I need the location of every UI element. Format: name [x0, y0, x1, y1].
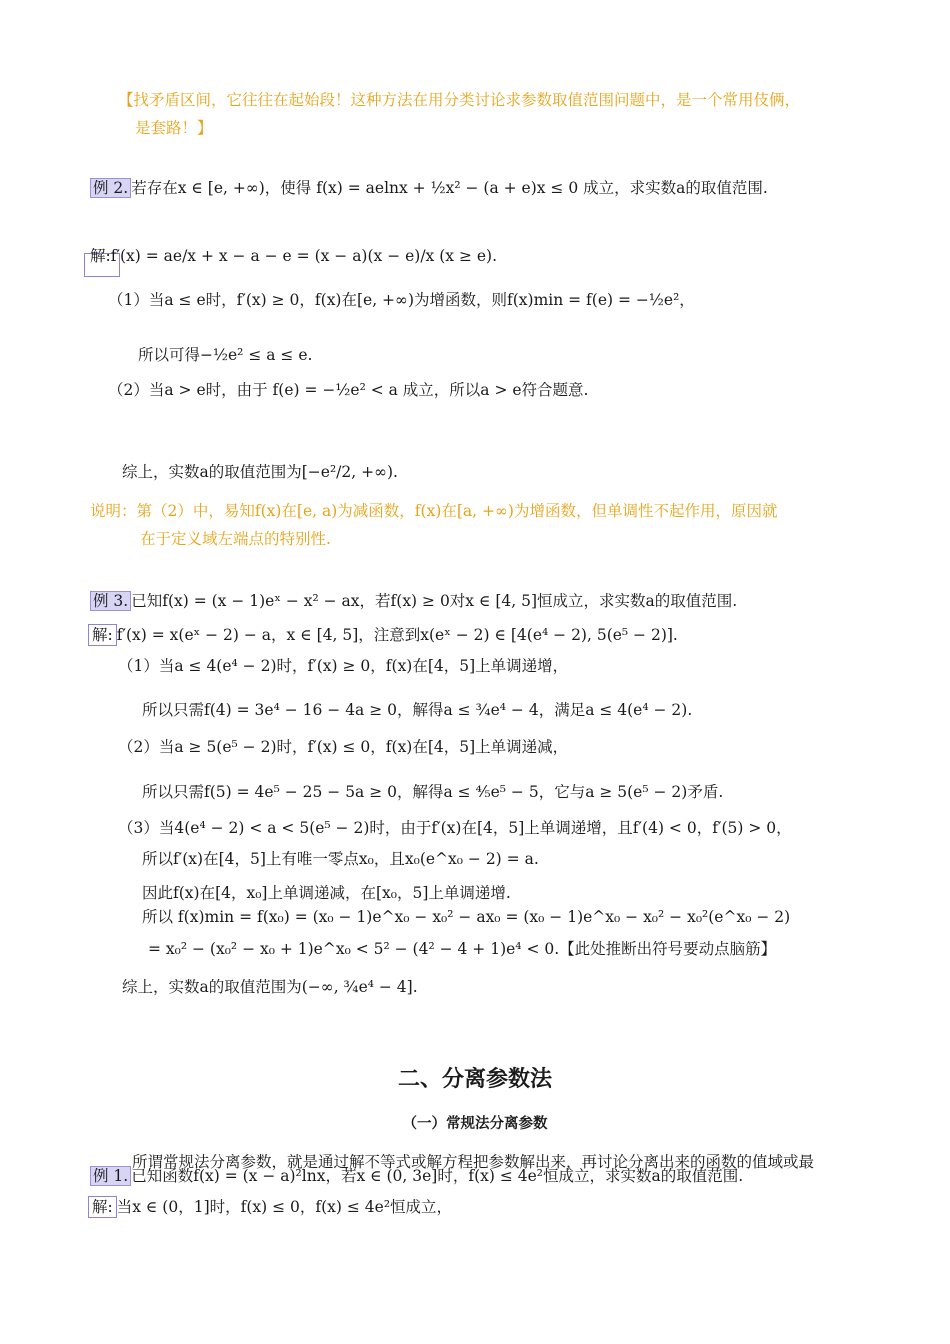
- section-subtitle: （一）常规法分离参数: [402, 1116, 548, 1132]
- example-2-label[interactable]: 例 2.: [90, 178, 131, 198]
- example-3-case-3: （3）当4(e⁴ − 2) < a < 5(e⁵ − 2)时，由于f′(x)在[4，5]上单调递增，且f′(4) < 0，f′(5) > 0，: [118, 819, 792, 837]
- example-1-label[interactable]: 例 1.: [90, 1166, 131, 1186]
- example-2-question-text: 若存在x ∈ [e, +∞)，使得 f(x) = aelnx + ½x² − (a + e)x ≤ 0 成立，求实数a的取值范围.: [131, 179, 768, 197]
- example-1-solution-text: 当x ∈ (0，1]时，f(x) ≤ 0，f(x) ≤ 4e²恒成立，: [116, 1198, 453, 1216]
- example-3-case-3-line-5: = x₀² − (x₀² − x₀ + 1)e^x₀ < 5² − (4² − 4 + 1)e⁴ < 0.【此处推断出符号要动点脑筋】: [148, 940, 777, 958]
- example-3-case-1: （1）当a ≤ 4(e⁴ − 2)时，f′(x) ≥ 0，f(x)在[4，5]上单调递增，: [118, 657, 569, 675]
- example-1-question-text: 已知函数f(x) = (x − a)²lnx，若x ∈ (0, 3e]时，f(x) ≤ 4e²恒成立，求实数a的取值范围.: [131, 1167, 744, 1185]
- example-1-solution-label[interactable]: 解:: [88, 1196, 117, 1218]
- example-3-case-3-line-3: 因此f(x)在[4，x₀]上单调递减，在[x₀，5]上单调递增.: [142, 884, 511, 902]
- section-intro: 所谓常规法分离参数，就是通过解不等式或解方程把参数解出来，再讨论分离出来的函数的值域或最: [132, 1153, 815, 1171]
- example-3-summary: 综上，实数a的取值范围为(−∞, ¾e⁴ − 4].: [122, 978, 418, 996]
- example-2-note-line-1: 说明：第（2）中，易知f(x)在[e, a)为减函数，f(x)在[a, +∞)为增函数，但单调性不起作用，原因就: [90, 502, 778, 520]
- example-1-solution: [88, 1196, 452, 1218]
- example-3-case-3-line-4: 所以 f(x)min = f(x₀) = (x₀ − 1)e^x₀ − x₀² − ax₀ = (x₀ − 1)e^x₀ − x₀² − x₀²(e^x₀ − 2): [142, 908, 791, 926]
- example-2-solution-text: f′(x) = ae/x + x − a − e = (x − a)(x − e)/x (x ≥ e).: [110, 247, 498, 265]
- example-3-label[interactable]: 例 3.: [90, 591, 131, 611]
- example-3-case-1-result: 所以只需f(4) = 3e⁴ − 16 − 4a ≥ 0，解得a ≤ ¾e⁴ − 4，满足a ≤ 4(e⁴ − 2).: [142, 701, 693, 719]
- example-3-question-text: 已知f(x) = (x − 1)eˣ − x² − ax，若f(x) ≥ 0对x ∈ [4, 5]恒成立，求实数a的取值范围.: [131, 592, 738, 610]
- example-1-question: [90, 1166, 743, 1186]
- example-2-case-2: （2）当a > e时，由于 f(e) = −½e² < a 成立，所以a > e符合题意.: [108, 381, 589, 399]
- example-2-case-1-result: 所以可得−½e² ≤ a ≤ e.: [138, 346, 313, 364]
- section-title: 二、分离参数法: [397, 1067, 552, 1092]
- example-2-note-line-2: 在于定义域左端点的特别性.: [140, 530, 331, 548]
- example-3-question: [90, 591, 737, 611]
- note-line-1: 【找矛盾区间，它往往在起始段！这种方法在用分类讨论求参数取值范围问题中，是一个常用伎俩，: [118, 91, 801, 109]
- example-3-solution-text: f′(x) = x(eˣ − 2) − a，x ∈ [4, 5]，注意到x(eˣ − 2) ∈ [4(e⁴ − 2), 5(e⁵ − 2)].: [116, 626, 678, 644]
- example-2-summary: 综上，实数a的取值范围为[−e²/2, +∞).: [122, 463, 398, 481]
- example-3-solution: [88, 624, 678, 646]
- example-2-solution: [90, 246, 497, 266]
- example-2-solution-label: 解:: [90, 247, 111, 265]
- example-3-solution-label[interactable]: 解:: [88, 624, 117, 646]
- example-2-question: [90, 178, 768, 198]
- example-2-case-1: （1）当a ≤ e时，f′(x) ≥ 0，f(x)在[e, +∞)为增函数，则f(x)min = f(e) = −½e²，: [108, 291, 695, 309]
- example-3-case-2: （2）当a ≥ 5(e⁵ − 2)时，f′(x) ≤ 0，f(x)在[4，5]上单调递减，: [118, 738, 569, 756]
- example-3-case-3-line-2: 所以f′(x)在[4，5]上有唯一零点x₀，且x₀(e^x₀ − 2) = a.: [142, 850, 539, 868]
- example-3-case-2-result: 所以只需f(5) = 4e⁵ − 25 − 5a ≥ 0，解得a ≤ ⅘e⁵ − 5，它与a ≥ 5(e⁵ − 2)矛盾.: [142, 783, 724, 801]
- note-line-2: 是套路！】: [135, 119, 213, 137]
